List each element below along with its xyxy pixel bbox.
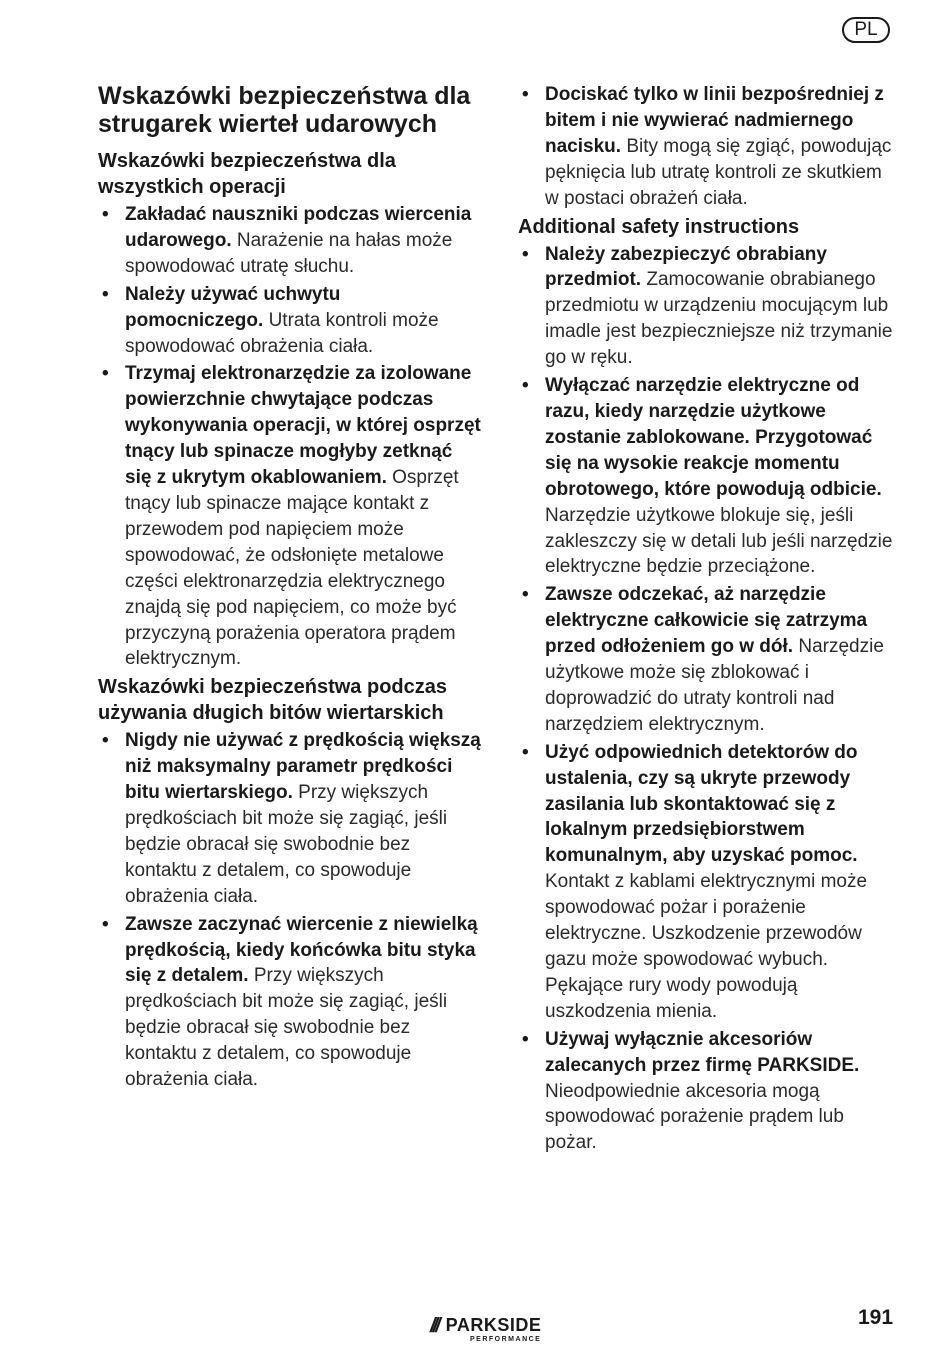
- item-lead: Zakładać nauszniki podczas wiercenia udarowego.: [125, 204, 472, 251]
- item-body: Nieodpowiednie akcesoria mogą spowodować porażenie prądem lub pożar.: [545, 1080, 844, 1154]
- list-item: [518, 1027, 898, 1157]
- item-body: Narażenie na hałas może spowodować utratę słuchu.: [125, 229, 453, 277]
- language-badge: PL: [842, 17, 890, 43]
- list-item: [518, 373, 898, 580]
- item-lead: Należy zabezpieczyć obrabiany przedmiot.: [545, 243, 827, 291]
- item-body: Narzędzie użytkowe może się zblokować i doprowadzić do utraty kontroli nad narzędziem elektrycznym.: [545, 636, 884, 735]
- item-lead: Należy używać uchwytu pomocniczego.: [125, 283, 341, 331]
- item-lead: Zawsze zaczynać wiercenie z niewielką prędkością, kiedy końcówka bitu styka się z detalem.: [125, 913, 478, 987]
- item-body: Przy większych prędkościach bit może się zagiąć, jeśli będzie obracał się swobodnie bez kontaktu z detalem, co spowoduje obrażenia ciała.: [125, 782, 448, 907]
- section-heading-additional: Additional safety instructions: [518, 215, 800, 238]
- item-lead: Nigdy nie używać z prędkością większą niż maksymalny parametr prędkości bitu wiertarskiego.: [125, 730, 481, 804]
- list-item: [98, 282, 483, 360]
- item-lead: Używaj wyłącznie akcesoriów zalecanych przez firmę PARKSIDE.: [545, 1028, 860, 1076]
- item-body: Zamocowanie obrabianego przedmiotu w urządzeniu mocującym lub imadle jest bezpieczniejsze niż trzymanie go w ręku.: [545, 269, 893, 369]
- bullet-icon: •: [522, 243, 529, 265]
- logo-text: [446, 1314, 542, 1344]
- section-heading-all-operations: Wskazówki bezpieczeństwa dla wszystkich operacji: [98, 150, 396, 198]
- bullet-icon: •: [102, 363, 109, 385]
- list-item: [518, 740, 898, 1025]
- list-item: [98, 728, 483, 909]
- list-item: [518, 82, 898, 212]
- item-lead: Użyć odpowiednich detektorów do ustalenia, czy są ukryte przewody zasilania lub skontaktować się z lokalnym przedsiębiorstwem komunalnym, aby uzyskać pomoc.: [545, 741, 858, 867]
- bullet-icon: •: [102, 730, 109, 752]
- safety-list-long-bits: [98, 728, 483, 1093]
- logo-slashes-icon: ///: [430, 1315, 438, 1337]
- section-heading-long-bits: Wskazówki bezpieczeństwa podczas używania długich bitów wiertarskich: [98, 676, 447, 725]
- logo-word: PARKSIDE: [445, 1315, 542, 1335]
- list-item: [518, 242, 898, 372]
- parkside-logo: [430, 1314, 541, 1354]
- bullet-icon: •: [102, 913, 109, 935]
- item-body: Przy większych prędkościach bit może się zagiąć, jeśli będzie obracał się swobodnie bez kontaktu z detalem, co spowoduje obrażenia ciała.: [125, 965, 448, 1091]
- bullet-icon: •: [522, 1028, 529, 1050]
- right-column: [518, 82, 898, 1158]
- item-body: Utrata kontroli może spowodować obrażenia ciała.: [125, 309, 439, 357]
- bullet-icon: •: [522, 584, 529, 606]
- list-item: [98, 361, 483, 672]
- item-body: Narzędzie użytkowe blokuje się, jeśli zakleszczy się w detali lub jeśli narzędzie elektryczne będzie przeciążone.: [545, 504, 893, 578]
- left-column: [98, 82, 483, 1095]
- safety-list-continued: [518, 82, 898, 212]
- item-lead: Trzymaj elektronarzędzie za izolowane powierzchnie chwytające podczas wykonywania operacji, w której osprzęt tnący lub spinacze mogłyby zetknąć się z ukrytym okablowaniem.: [125, 363, 481, 489]
- page-title: Wskazówki bezpieczeństwa dla strugarek wierteł udarowych: [98, 82, 471, 138]
- item-lead: Wyłączać narzędzie elektryczne od razu, kiedy narzędzie użytkowe zostanie zablokowane. Przygotować się na wysokie reakcje momentu obrotowego, które powodują odbicie.: [545, 375, 882, 500]
- bullet-icon: •: [102, 283, 109, 305]
- safety-list-additional: [518, 242, 898, 1157]
- item-body: Bity mogą się zgiąć, powodując pęknięcia lub utratę kontroli ze skutkiem w postaci obrażeń ciała.: [545, 135, 892, 209]
- bullet-icon: •: [522, 741, 529, 763]
- safety-list-all-operations: [98, 202, 483, 672]
- bullet-icon: •: [102, 204, 109, 225]
- bullet-icon: •: [522, 375, 529, 397]
- list-item: [518, 582, 898, 737]
- item-lead: Dociskać tylko w linii bezpośredniej z bitem i nie wywierać nadmiernego nacisku.: [545, 84, 884, 157]
- list-item: [98, 202, 483, 280]
- list-item: [98, 912, 483, 1093]
- item-body: Osprzęt tnący lub spinacze mające kontakt z przewodem pod napięciem może spowodować, że odsłonięte metalowe części elektronarzędzia elektrycznego znajdą się pod napięciem, co może być przyczyną porażenia operatora prądem elektrycznym.: [125, 467, 459, 670]
- bullet-icon: •: [522, 84, 529, 105]
- page-number: 191: [858, 1306, 894, 1329]
- logo-subtitle: PERFORMANCE: [470, 1336, 542, 1343]
- item-lead: Zawsze odczekać, aż narzędzie elektryczne całkowicie się zatrzyma przed odłożeniem go w dół.: [545, 584, 868, 658]
- item-body: Kontakt z kablami elektrycznymi może spowodować pożar i porażenie elektryczne. Uszkodzenie przewodów gazu może spowodować wybuch. Pękające rury wody powodują uszkodzenia mienia.: [545, 871, 868, 1022]
